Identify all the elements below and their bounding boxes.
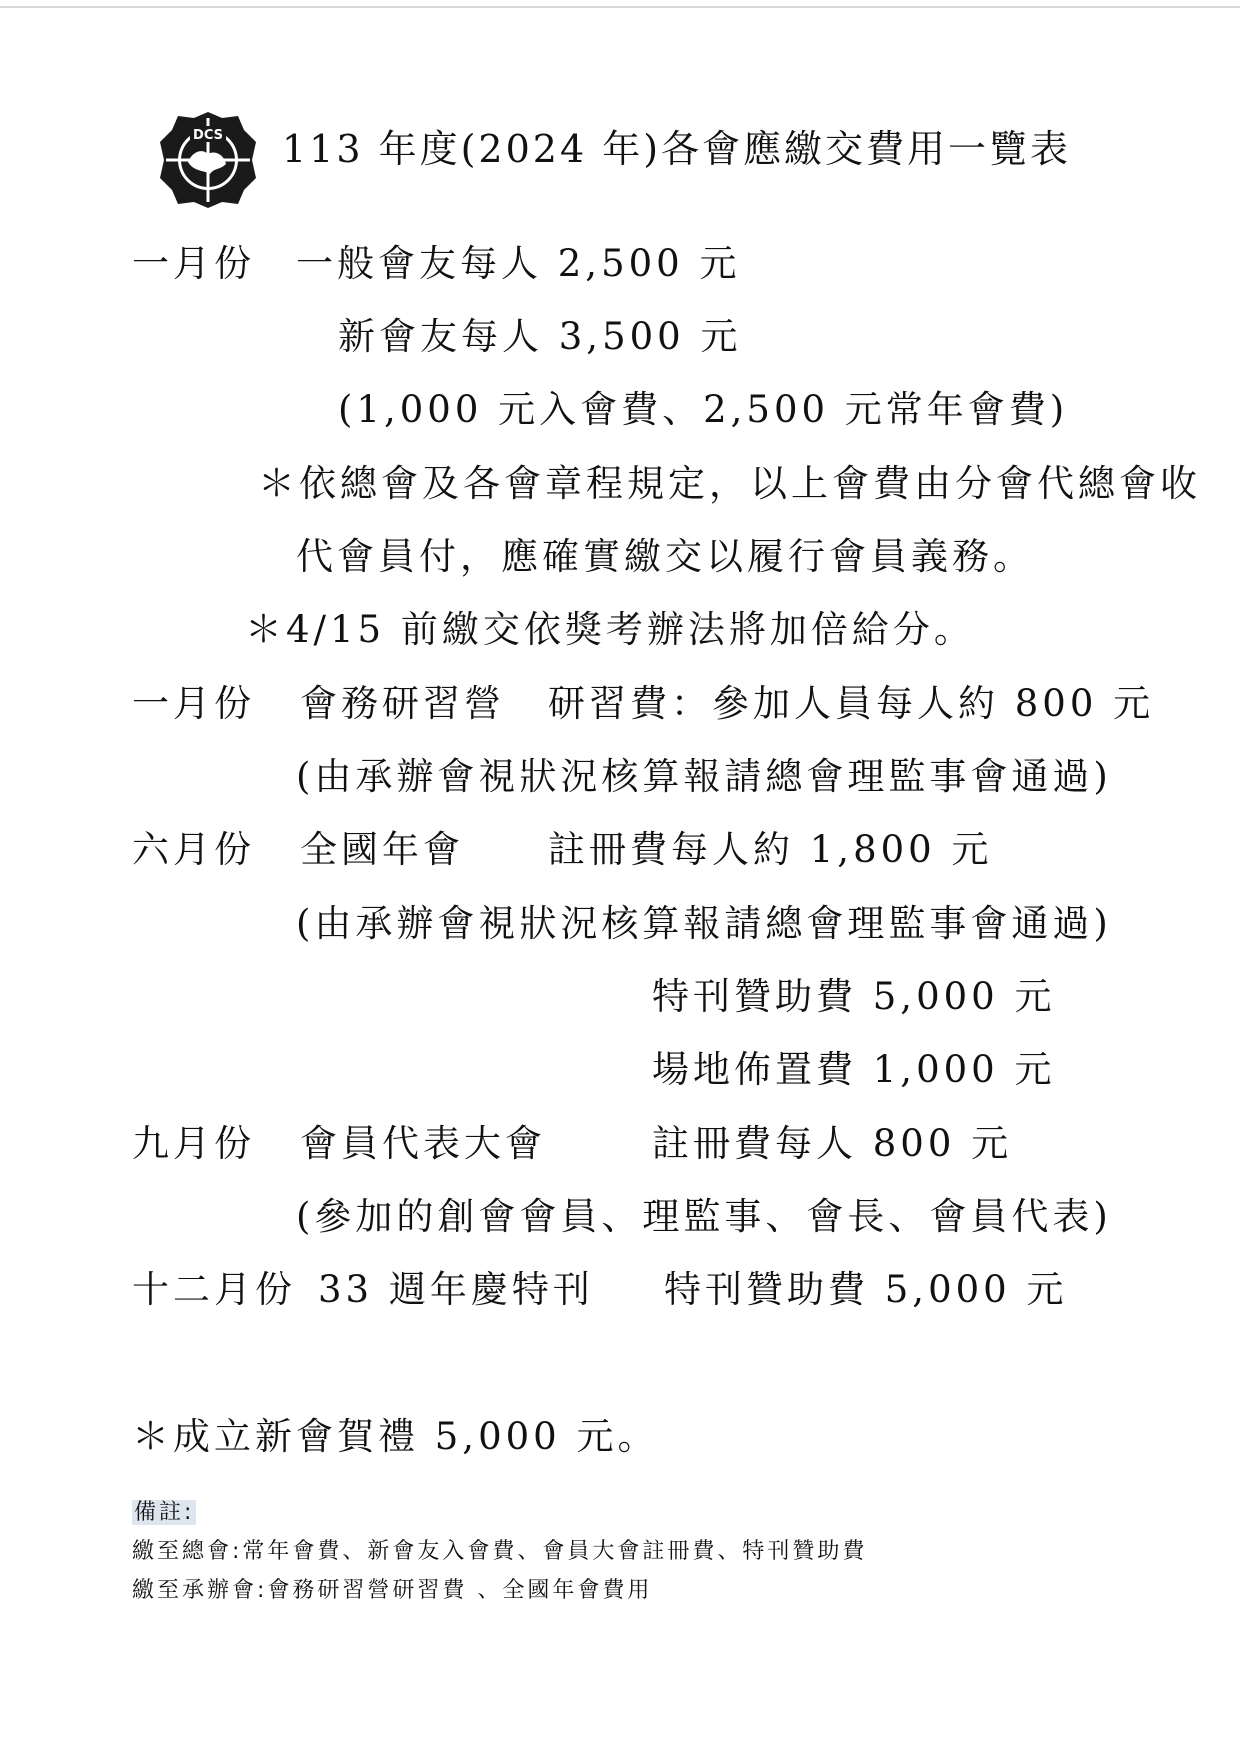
camp-month: 一月份 <box>132 682 255 725</box>
annual-venue-fee: 場地佈置費 1,000 元 <box>652 1048 1056 1091</box>
camp-event: 會務研習營 <box>300 682 505 725</box>
annual-sponsor-fee: 特刊贊助費 5,000 元 <box>652 975 1056 1018</box>
annual-month: 六月份 <box>132 828 255 871</box>
anniv-event: 33 週年慶特刊 <box>318 1268 594 1311</box>
jan-member-breakdown: (1,000 元入會費、2,500 元常年會費) <box>338 388 1069 431</box>
remarks-section <box>132 1498 196 1528</box>
jan-member-month: 一月份 <box>132 242 255 285</box>
camp-fee: 研習費：參加人員每人約 800 元 <box>548 682 1155 725</box>
remarks-line-1: 繳至總會:常年會費、新會友入會費、會員大會註冊費、特刊贊助費 <box>132 1539 868 1564</box>
dcs-logo <box>158 110 258 210</box>
scan-edge-line <box>0 6 1240 8</box>
assembly-fee: 註冊費每人 800 元 <box>652 1122 1013 1165</box>
assembly-event: 會員代表大會 <box>300 1122 546 1165</box>
anniv-fee: 特刊贊助費 5,000 元 <box>664 1268 1068 1311</box>
remarks-heading: 備註: <box>134 1500 195 1525</box>
assembly-month: 九月份 <box>132 1122 255 1165</box>
remarks-line-2: 繳至承辦會:會務研習營研習費 、全國年會費用 <box>132 1578 653 1603</box>
camp-note: (由承辦會視狀況核算報請總會理監事會通過) <box>296 755 1112 798</box>
annual-event: 全國年會 <box>300 828 464 871</box>
rule-note-line-1: ＊依總會及各會章程規定，以上會費由分會代總會收 <box>258 462 1201 505</box>
bonus-note: ＊4/15 前繳交依獎考辦法將加倍給分。 <box>245 608 975 651</box>
logo-text: DCS <box>193 128 223 143</box>
anniv-month: 十二月份 <box>132 1268 296 1311</box>
rule-note-line-2: 代會員付，應確實繳交以履行會員義務。 <box>296 535 1034 578</box>
jan-member-general-fee: 一般會友每人 2,500 元 <box>296 242 741 285</box>
annual-note: (由承辦會視狀況核算報請總會理監事會通過) <box>296 902 1112 945</box>
assembly-note: (參加的創會會員、理監事、會長、會員代表) <box>296 1195 1112 1238</box>
annual-fee: 註冊費每人約 1,800 元 <box>548 828 993 871</box>
new-club-gift: ＊成立新會賀禮 5,000 元。 <box>132 1415 659 1458</box>
page-title: 113 年度(2024 年)各會應繳交費用一覽表 <box>282 127 1072 171</box>
jan-member-new-fee: 新會友每人 3,500 元 <box>338 315 742 358</box>
